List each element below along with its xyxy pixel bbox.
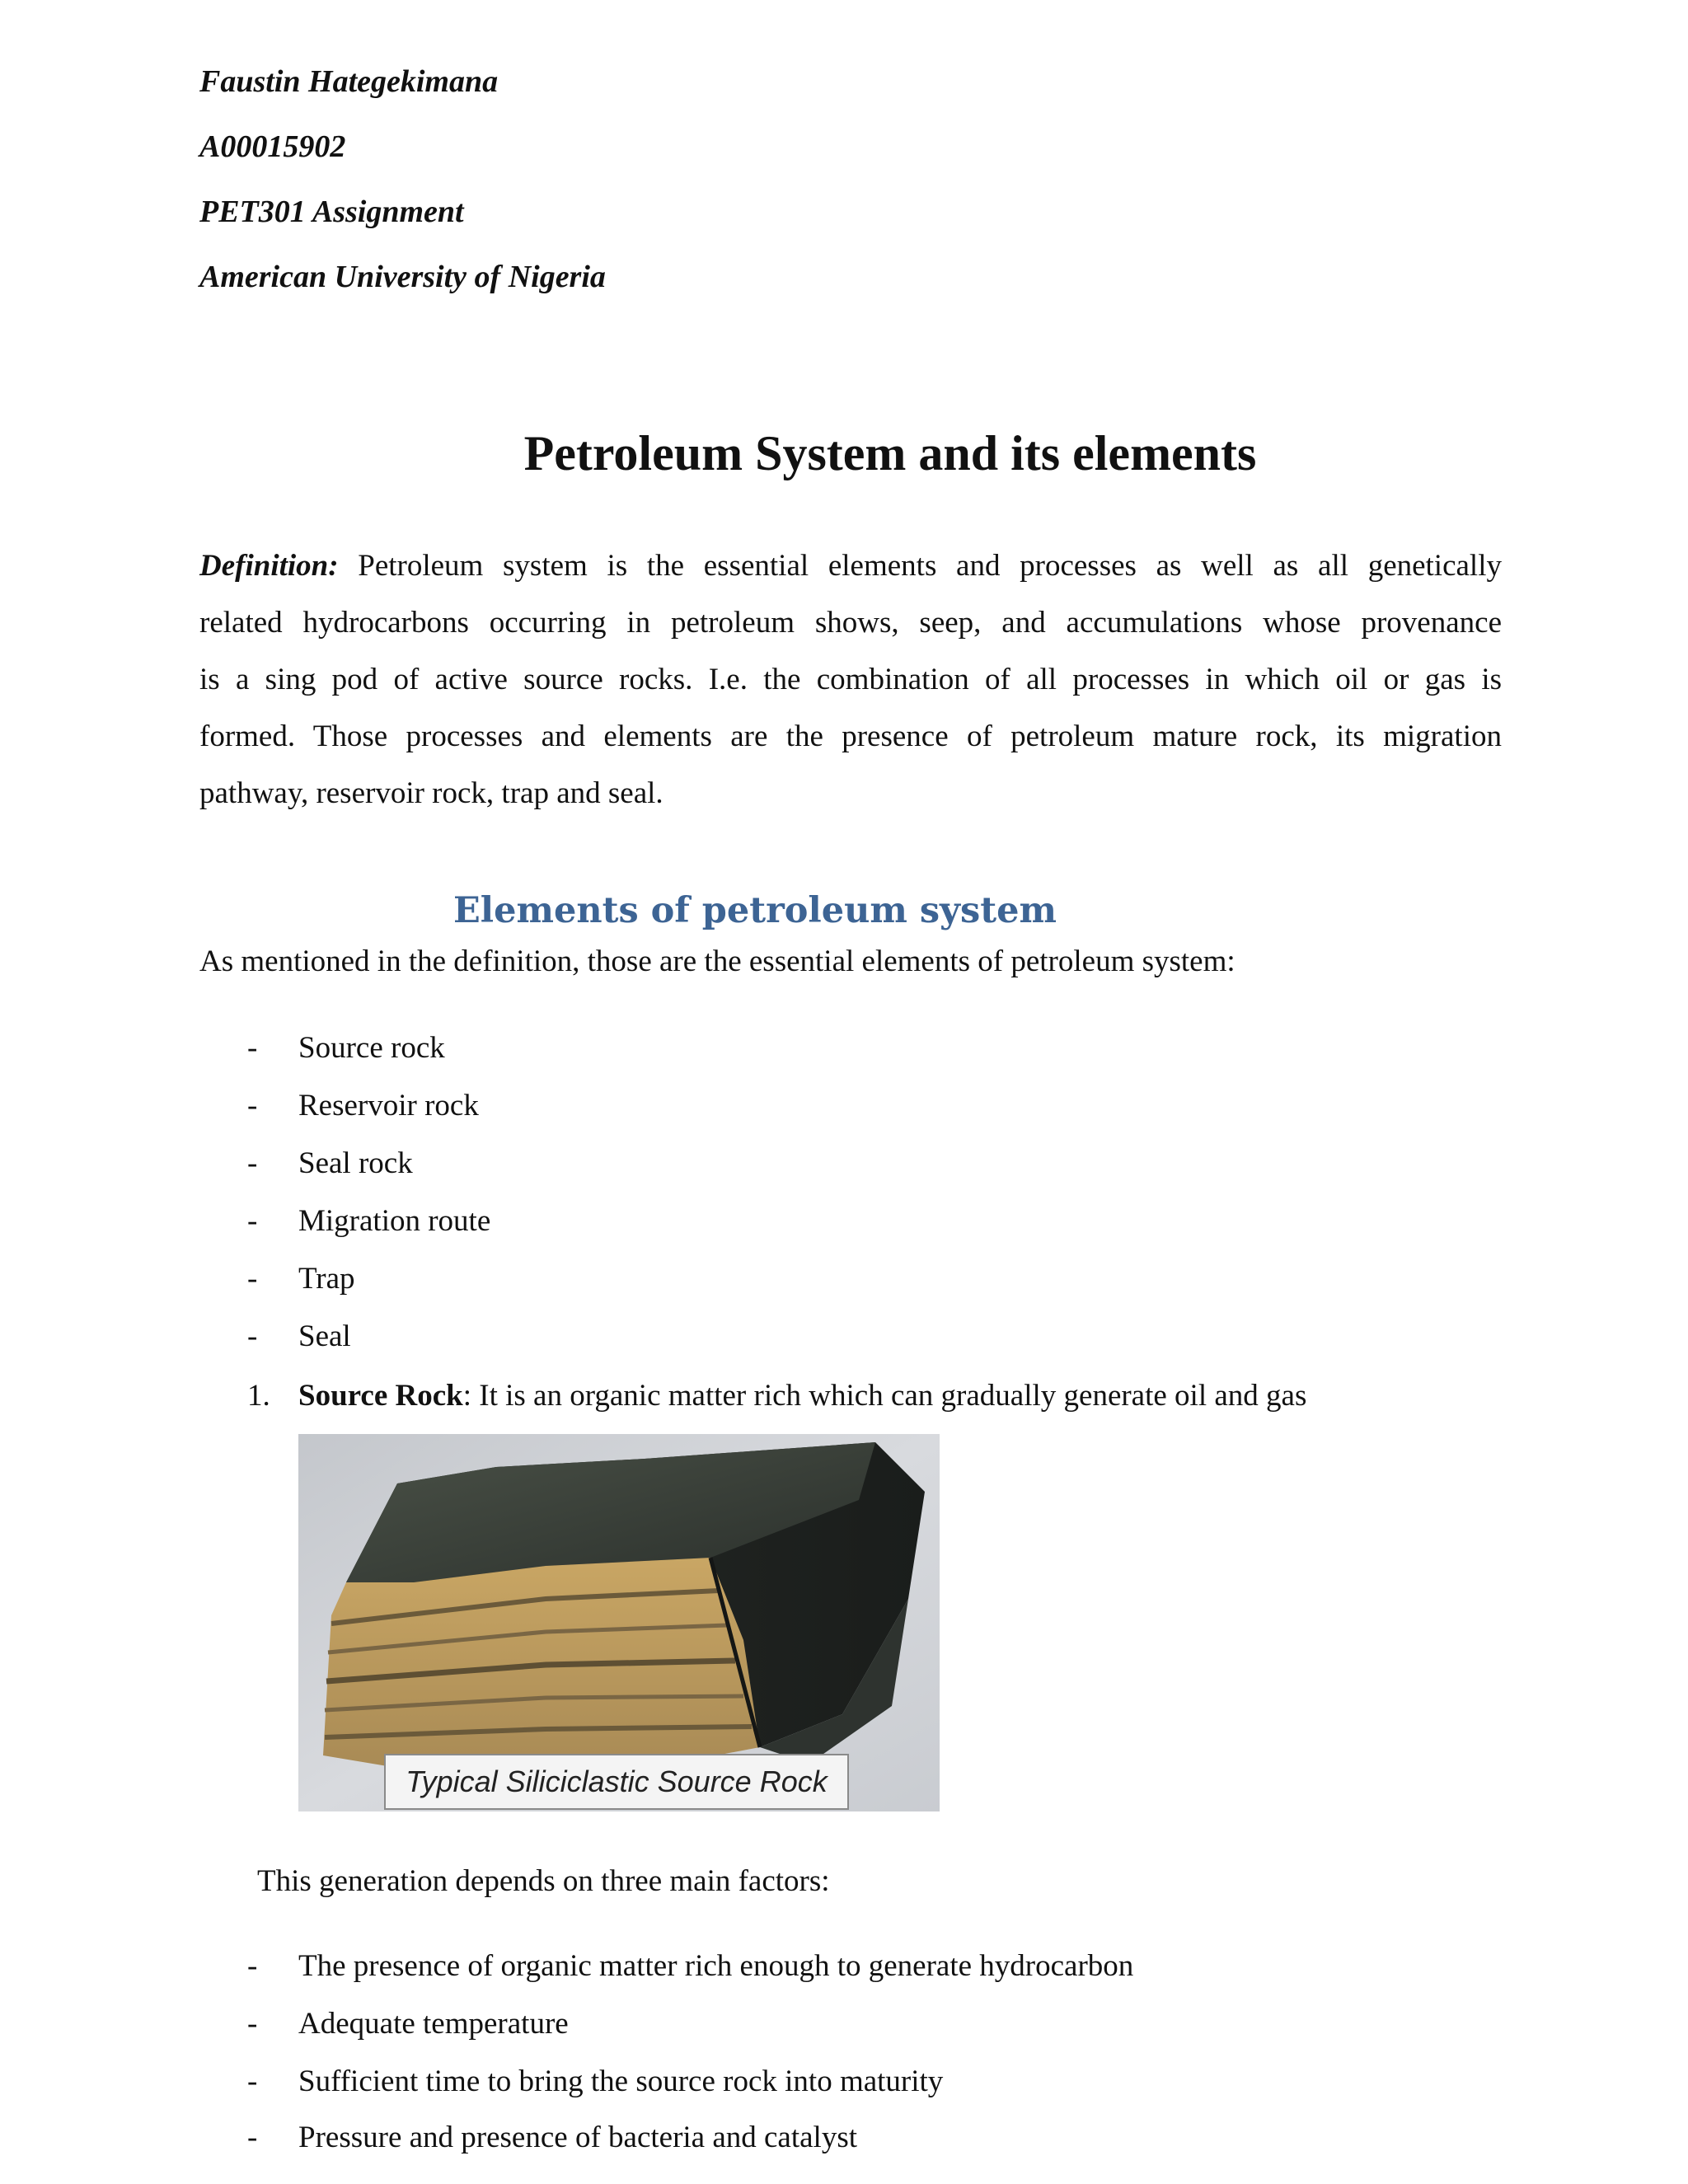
definition-line: related hydrocarbons occurring in petroleum shows, seep, and accumulations whose provenance — [199, 606, 1502, 640]
bullet-dash: - — [247, 1146, 258, 1180]
bullet-dash: - — [247, 1319, 258, 1353]
bullet-dash: - — [247, 2121, 258, 2154]
term-source-rock: Source Rock — [298, 1379, 463, 1413]
bullet-dash: - — [247, 1204, 258, 1238]
bullet-dash: - — [247, 1031, 258, 1065]
student-id: A00015902 — [199, 129, 346, 164]
bullet-dash: - — [247, 2064, 258, 2098]
definition-label: Definition: — [199, 549, 339, 583]
document-title: Petroleum System and its elements — [523, 426, 1257, 480]
bullet-dash: - — [247, 1262, 258, 1296]
bullet-dash: - — [247, 2007, 258, 2041]
item-number: 1. — [247, 1379, 270, 1413]
definition-line: pathway, reservoir rock, trap and seal. — [199, 776, 663, 810]
definition-paragraph — [199, 537, 1502, 822]
course-title: PET301 Assignment — [199, 194, 464, 229]
source-rock-description: It is an organic matter rich which can gradually generate oil and gas — [471, 1379, 1307, 1413]
factors-intro: This generation depends on three main factors: — [257, 1864, 830, 1898]
figure-caption-box — [384, 1754, 849, 1810]
section-heading: Elements of petroleum system — [453, 890, 1057, 931]
definition-line: is a sing pod of active source rocks. I.e. the combination of all processes in which oil or gas is — [199, 663, 1502, 696]
source-rock-figure — [298, 1434, 940, 1811]
document-page: Faustin Hategekimana A00015902 PET301 Assignment American University of Nigeria Petroleum System and its elements Definition: Petroleum system is the essential elements and processes as well as all genetically related hydrocarbons occurring in petroleum shows, seep, and accumulations whose provenance is a sing pod of active source rocks. I.e. the combination of all processes in which oil or gas is formed. Those processes and elements are the presence of petroleum mature rock, its migration pathway, reservoir rock, trap and seal. Elements of petroleum system As mentioned in the definition, those are the essential elements of petroleum system: - Source rock - Reservoir rock - Seal rock - Migration route - Trap - Seal 1. Source Rock: It is an organic matter rich which can gradually generate oil and gas Typical Siliciclastic Source Rock This generation depends on three main factors: - The presence of organic matter rich enough to generate hydrocarbon - Adequate temperature - Sufficient time to bring the source rock into maturity - Pressure and presence of bacteria and catalyst — [0, 0, 1688, 2184]
university-name: American University of Nigeria — [199, 260, 606, 294]
figure-caption: Typical Siliciclastic Source Rock — [406, 1765, 828, 1798]
elements-intro: As mentioned in the definition, those are the essential elements of petroleum system: — [199, 944, 1236, 978]
definition-line: formed. Those processes and elements are the presence of petroleum mature rock, its migration — [199, 719, 1502, 753]
author-name: Faustin Hategekimana — [199, 64, 499, 99]
bullet-dash: - — [247, 1949, 258, 1983]
definition-line: Definition: Petroleum system is the essential elements and processes as well as all genetically — [199, 549, 1502, 583]
bullet-dash: - — [247, 1089, 258, 1122]
